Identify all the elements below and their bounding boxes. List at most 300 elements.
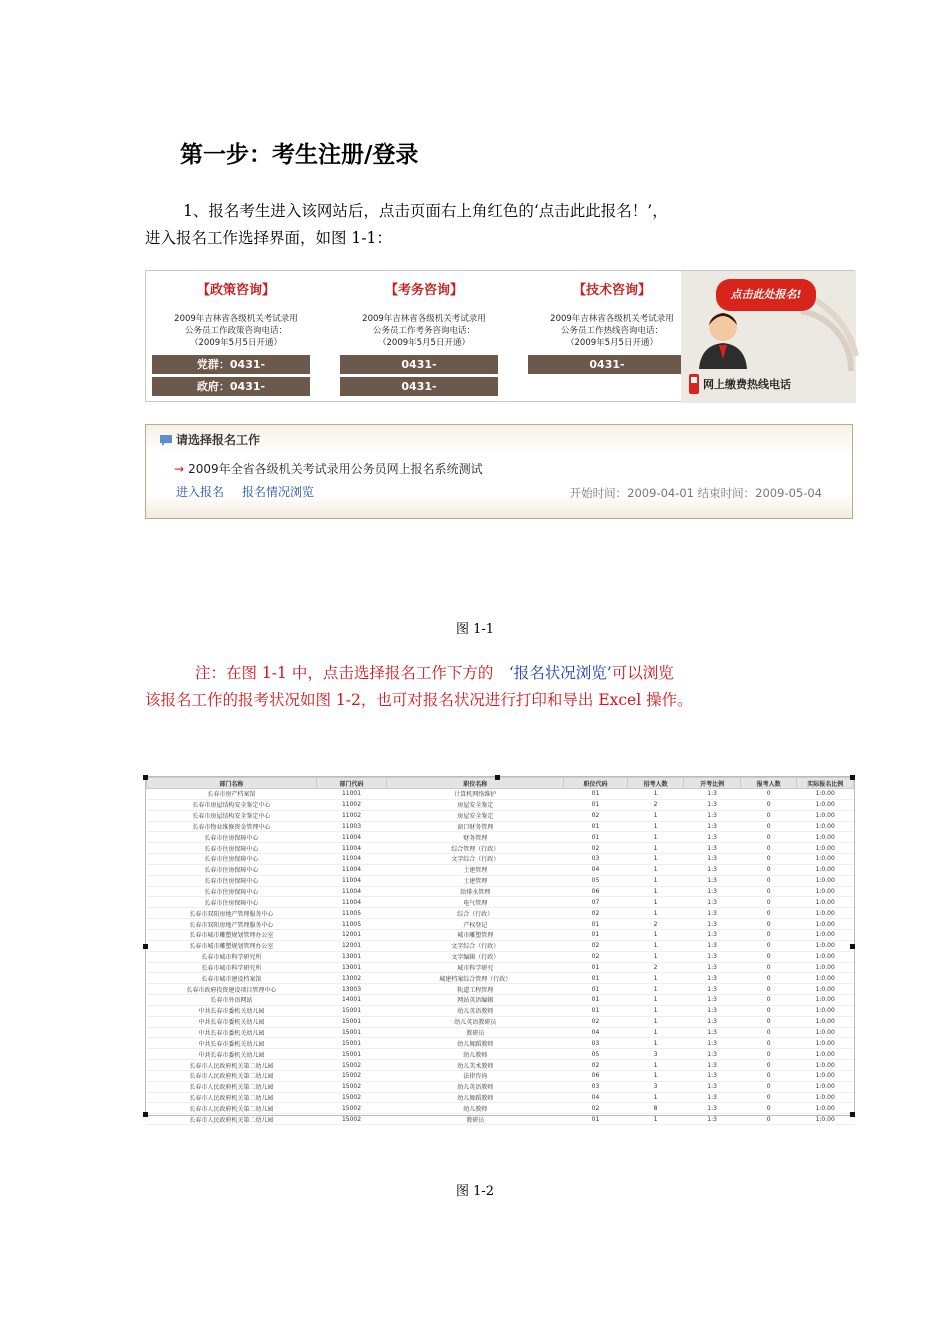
table-cell: 文字编辑（行政） (387, 951, 564, 962)
column-header: 报考人数 (740, 778, 797, 789)
table-cell: 幼儿美术教师 (387, 1060, 564, 1071)
table-row (147, 789, 854, 800)
table-cell: 3 (627, 1049, 684, 1060)
table-cell: 1:0.00 (797, 864, 854, 875)
table-cell: 15002 (316, 1081, 387, 1092)
table-header-row (147, 778, 854, 789)
exam-consult-desc (334, 313, 514, 349)
table-row (147, 1027, 854, 1038)
table-cell: 房屋安全鉴定 (387, 810, 564, 821)
table-row (147, 832, 854, 843)
note-text: 注：在图 1-1 中，点击选择报名工作下方的 (195, 664, 509, 682)
table-cell: 中共长春市委机关幼儿园 (147, 1005, 317, 1016)
table-cell: 长春市双阳房地产管理服务中心 (147, 919, 317, 930)
table-cell: 城市雕塑管理 (387, 929, 564, 940)
table-row (147, 995, 854, 1006)
figure-caption-2: 图 1-2 (456, 1184, 495, 1199)
table-cell: 0 (740, 843, 797, 854)
table-cell: 01 (564, 995, 628, 1006)
table-row (147, 984, 854, 995)
table-cell: 1 (627, 1092, 684, 1103)
table-cell: 1:3 (684, 1060, 741, 1071)
table-cell: 1:3 (684, 919, 741, 930)
table-cell: 1:0.00 (797, 886, 854, 897)
table-cell: 1:3 (684, 843, 741, 854)
table-cell: 0 (740, 1070, 797, 1081)
resize-handle[interactable] (850, 1112, 855, 1117)
payment-hotline-label: 网上缴费热线电话 (703, 378, 791, 391)
table-cell: 法律咨询 (387, 1070, 564, 1081)
instruction-line-1: 1、报名考生进入该网站后，点击页面右上角红色的‘点击此此报名！’， (183, 202, 668, 220)
tech-phone-bar: 0431- (528, 355, 686, 374)
table-cell: 1:3 (684, 832, 741, 843)
table-cell: 长春市住房保障中心 (147, 897, 317, 908)
table-cell: 15001 (316, 1016, 387, 1027)
register-here-button[interactable]: 点击此处报名! (716, 279, 816, 311)
table-cell: 城市科学研究 (387, 962, 564, 973)
table-cell: 1:3 (684, 1092, 741, 1103)
table-row (147, 1114, 854, 1125)
table-cell: 03 (564, 854, 628, 865)
table-row (147, 810, 854, 821)
table-cell: 长春市住房保障中心 (147, 843, 317, 854)
desc-line: 2009年吉林省各级机关考试录用 (362, 314, 486, 324)
browse-status-reference: ‘报名状况浏览’ (508, 664, 612, 682)
table-cell: 窗口财务管理 (387, 821, 564, 832)
speech-bubble-icon (158, 433, 174, 447)
table-cell: 0 (740, 929, 797, 940)
table-cell: 1:3 (684, 973, 741, 984)
table-cell: 1:0.00 (797, 995, 854, 1006)
table-cell: 15002 (316, 1114, 387, 1125)
table-cell: 1 (627, 951, 684, 962)
table-cell: 综合管理（行政） (387, 843, 564, 854)
table-cell: 财务管理 (387, 832, 564, 843)
table-cell: 1:0.00 (797, 951, 854, 962)
table-cell: 1:0.00 (797, 789, 854, 800)
table-cell: 06 (564, 1070, 628, 1081)
tech-consult-desc (522, 313, 702, 349)
table-cell: 1:0.00 (797, 1027, 854, 1038)
table-cell: 长春市政府投资建设项目管理中心 (147, 984, 317, 995)
table-cell: 长春市住房保障中心 (147, 854, 317, 865)
table-cell: 给排水管理 (387, 886, 564, 897)
table-cell: 长春市房屋结构安全鉴定中心 (147, 810, 317, 821)
table-cell: 中共长春市委机关幼儿园 (147, 1016, 317, 1027)
table-cell: 15002 (316, 1103, 387, 1114)
table-cell: 01 (564, 789, 628, 800)
table-row (147, 908, 854, 919)
table-row (147, 854, 854, 865)
table-cell: 长春市人民政府机关第二幼儿园 (147, 1092, 317, 1103)
table-cell: 0 (740, 1081, 797, 1092)
table-cell: 12001 (316, 940, 387, 951)
table-row (147, 799, 854, 810)
table-row (147, 1103, 854, 1114)
table-cell: 2 (627, 919, 684, 930)
table-cell: 11004 (316, 897, 387, 908)
table-cell: 1:0.00 (797, 929, 854, 940)
table-cell: 1:3 (684, 929, 741, 940)
table-cell: 01 (564, 929, 628, 940)
note-text-2: 可以浏览 (611, 664, 674, 682)
table-cell: 2 (627, 799, 684, 810)
table-cell: 0 (740, 984, 797, 995)
table-cell: 1:3 (684, 854, 741, 865)
table-row (147, 886, 854, 897)
operator-avatar-icon (693, 307, 753, 369)
table-row (147, 1005, 854, 1016)
table-cell: 1:0.00 (797, 854, 854, 865)
table-cell: 11004 (316, 864, 387, 875)
table-cell: 02 (564, 1016, 628, 1027)
table-cell: 中共长春市委机关幼儿园 (147, 1038, 317, 1049)
table-cell: 1:3 (684, 1027, 741, 1038)
table-cell: 11004 (316, 832, 387, 843)
table-cell: 03 (564, 1038, 628, 1049)
table-cell: 1:0.00 (797, 962, 854, 973)
table-cell: 1:0.00 (797, 875, 854, 886)
table-cell: 0 (740, 1092, 797, 1103)
table-cell: 07 (564, 897, 628, 908)
table-cell: 1 (627, 929, 684, 940)
table-cell: 幼儿舞蹈教师 (387, 1092, 564, 1103)
job-item-label: 2009年全省各级机关考试录用公务员网上报名系统测试 (188, 462, 483, 476)
exam-phone-bar-1: 0431- (340, 355, 498, 374)
table-cell: 1:3 (684, 897, 741, 908)
table-cell: 长春市城市科学研究所 (147, 951, 317, 962)
table-cell: 01 (564, 832, 628, 843)
table-row (147, 962, 854, 973)
table-cell: 06 (564, 886, 628, 897)
table-cell: 1:0.00 (797, 1092, 854, 1103)
table-cell: 0 (740, 951, 797, 962)
mobile-phone-icon (687, 373, 701, 395)
table-cell: 长春市房产档案馆 (147, 789, 317, 800)
policy-consult-title: 【政策咨询】 (196, 283, 275, 298)
resize-handle[interactable] (850, 944, 855, 949)
table-cell: 1 (627, 984, 684, 995)
browse-registration-link[interactable]: 报名情况浏览 (242, 485, 315, 499)
table-cell: 1 (627, 1114, 684, 1125)
table-cell: 幼儿教师 (387, 1103, 564, 1114)
table-cell: 1 (627, 810, 684, 821)
table-cell: 长春市人民政府机关第二幼儿园 (147, 1081, 317, 1092)
job-item[interactable] (174, 460, 483, 477)
party-phone-bar: 党群：0431- (152, 355, 310, 374)
table-cell: 1 (627, 1060, 684, 1071)
table-cell: 幼儿英语教师 (387, 1005, 564, 1016)
table-row (147, 1016, 854, 1027)
table-cell: 0 (740, 854, 797, 865)
table-cell: 0 (740, 962, 797, 973)
table-cell: 11001 (316, 789, 387, 800)
table-cell: 0 (740, 821, 797, 832)
note-paragraph (145, 660, 845, 714)
table-cell: 1 (627, 940, 684, 951)
table-cell: 网站英语编辑 (387, 995, 564, 1006)
desc-line: 公务员工作热线咨询电话： (560, 326, 663, 336)
table-row (147, 929, 854, 940)
table-cell: 0 (740, 1038, 797, 1049)
table-cell: 11005 (316, 919, 387, 930)
table-cell: 0 (740, 919, 797, 930)
table-cell: 02 (564, 951, 628, 962)
table-cell: 0 (740, 875, 797, 886)
section-heading: 第一步：考生注册/登录 (180, 142, 419, 168)
table-cell: 长春市房屋结构安全鉴定中心 (147, 799, 317, 810)
table-row (147, 843, 854, 854)
column-header: 部门名称 (147, 778, 317, 789)
table-cell: 1 (627, 1005, 684, 1016)
figure-caption-1: 图 1-1 (456, 622, 495, 637)
table-cell: 文字综合（行政） (387, 940, 564, 951)
table-cell: 1:3 (684, 821, 741, 832)
table-cell: 15001 (316, 1005, 387, 1016)
table-cell: 15002 (316, 1070, 387, 1081)
table-row (147, 1070, 854, 1081)
table-cell: 1:3 (684, 789, 741, 800)
table-cell: 01 (564, 799, 628, 810)
table-cell: 05 (564, 1049, 628, 1060)
table-cell: 03 (564, 1081, 628, 1092)
table-cell: 1:3 (684, 886, 741, 897)
table-cell: 长春市住房保障中心 (147, 886, 317, 897)
table-cell: 13001 (316, 962, 387, 973)
table-cell: 城建档案综合管理（行政） (387, 973, 564, 984)
table-cell: 1 (627, 1016, 684, 1027)
table-cell: 0 (740, 789, 797, 800)
table-cell: 电气管理 (387, 897, 564, 908)
table-cell: 长春市双阳房地产管理服务中心 (147, 908, 317, 919)
desc-line: （2009年5月5日开通） (566, 338, 658, 348)
table-cell: 0 (740, 1016, 797, 1027)
exam-consult-column (334, 271, 514, 403)
table-cell: 长春市住房保障中心 (147, 875, 317, 886)
table-cell: 12001 (316, 929, 387, 940)
table-cell: 1:3 (684, 940, 741, 951)
table-cell: 长春市城市科学研究所 (147, 962, 317, 973)
table-cell: 1:0.00 (797, 919, 854, 930)
tech-consult-column (522, 271, 702, 403)
table-cell: 1:3 (684, 1016, 741, 1027)
table-cell: 1:3 (684, 875, 741, 886)
table-cell: 1 (627, 897, 684, 908)
table-cell: 1:0.00 (797, 1114, 854, 1125)
table-body (147, 789, 854, 1125)
table-row (147, 864, 854, 875)
table-cell: 11005 (316, 908, 387, 919)
table-cell: 幼儿教师 (387, 1049, 564, 1060)
table-cell: 长春市物业维修资金管理中心 (147, 821, 317, 832)
table-cell: 1:0.00 (797, 1070, 854, 1081)
table-cell: 1:0.00 (797, 821, 854, 832)
table-cell: 计算机网络维护 (387, 789, 564, 800)
table-cell: 1:3 (684, 1114, 741, 1125)
resize-handle[interactable] (850, 775, 855, 780)
table-cell: 长春市人民政府机关第二幼儿园 (147, 1103, 317, 1114)
note-line-1 (145, 660, 845, 687)
table-cell: 1:0.00 (797, 984, 854, 995)
desc-line: （2009年5月5日开通） (378, 338, 470, 348)
table-cell: 1:0.00 (797, 973, 854, 984)
table-cell: 02 (564, 1060, 628, 1071)
resize-handle[interactable] (495, 775, 500, 780)
table-cell: 1:0.00 (797, 799, 854, 810)
table-row (147, 875, 854, 886)
table-cell: 1:3 (684, 799, 741, 810)
table-row (147, 951, 854, 962)
table-cell: 1 (627, 995, 684, 1006)
table-cell: 0 (740, 864, 797, 875)
table-cell: 1:3 (684, 984, 741, 995)
table-cell: 1:3 (684, 864, 741, 875)
table-cell: 13001 (316, 951, 387, 962)
table-cell: 教研员 (387, 1114, 564, 1125)
table-cell: 02 (564, 843, 628, 854)
table-cell: 02 (564, 908, 628, 919)
table-cell: 1:3 (684, 908, 741, 919)
table-cell: 04 (564, 1092, 628, 1103)
table-cell: 13002 (316, 973, 387, 984)
table-cell: 11003 (316, 821, 387, 832)
table-cell: 1 (627, 821, 684, 832)
table-cell: 1:3 (684, 951, 741, 962)
column-header: 职位代码 (564, 778, 628, 789)
table-cell: 中共长春市委机关幼儿园 (147, 1049, 317, 1060)
table-cell: 长春市住房保障中心 (147, 832, 317, 843)
table-cell: 幼儿英语教研员 (387, 1016, 564, 1027)
table-cell: 1:0.00 (797, 843, 854, 854)
table-cell: 15001 (316, 1027, 387, 1038)
table-cell: 0 (740, 832, 797, 843)
table-cell: 教研员 (387, 1027, 564, 1038)
policy-consult-column (146, 271, 326, 403)
table-row (147, 973, 854, 984)
table-cell: 0 (740, 1049, 797, 1060)
table-cell: 1 (627, 1038, 684, 1049)
register-promo (681, 271, 856, 403)
table-cell: 11002 (316, 799, 387, 810)
table-cell: 1 (627, 1027, 684, 1038)
desc-line: 公务员工作政策咨询电话： (184, 326, 287, 336)
table-cell: 3 (627, 1081, 684, 1092)
table-cell: 02 (564, 940, 628, 951)
table-cell: 15001 (316, 1049, 387, 1060)
registration-status-table-figure (145, 776, 855, 1124)
consult-banner (145, 270, 855, 402)
table-cell: 文字综合（行政） (387, 854, 564, 865)
note-line-2: 该报名工作的报考状况如图 1-2，也可对报名状况进行打印和导出 Excel 操作。 (145, 691, 693, 709)
table-cell: 房屋安全鉴定 (387, 799, 564, 810)
table-cell: 1:3 (684, 1049, 741, 1060)
table-cell: 1:3 (684, 810, 741, 821)
job-time-range: 开始时间：2009-04-01 结束时间：2009-05-04 (569, 486, 822, 500)
table-cell: 15001 (316, 1038, 387, 1049)
table-cell: 1:3 (684, 995, 741, 1006)
table-cell: 04 (564, 1027, 628, 1038)
table-cell: 1 (627, 854, 684, 865)
table-cell: 1:0.00 (797, 1060, 854, 1071)
table-cell: 1:0.00 (797, 1049, 854, 1060)
desc-line: 2009年吉林省各级机关考试录用 (550, 314, 674, 324)
policy-consult-desc (146, 313, 326, 349)
table-cell: 11004 (316, 854, 387, 865)
resize-handle[interactable] (143, 1112, 148, 1117)
table-cell: 1:3 (684, 1005, 741, 1016)
table-cell: 1 (627, 1070, 684, 1081)
enter-registration-link[interactable]: 进入报名 (176, 485, 225, 499)
table-cell: 1:0.00 (797, 1081, 854, 1092)
table-cell: 1 (627, 789, 684, 800)
table-cell: 1:0.00 (797, 1005, 854, 1016)
table-cell: 长春市外语网站 (147, 995, 317, 1006)
table-cell: 1:0.00 (797, 897, 854, 908)
table-cell: 长春市城市雕塑规划管理办公室 (147, 929, 317, 940)
table-cell: 0 (740, 810, 797, 821)
column-header: 部门代码 (316, 778, 387, 789)
table-cell: 0 (740, 799, 797, 810)
table-cell: 幼儿舞蹈教师 (387, 1038, 564, 1049)
table-cell: 15002 (316, 1060, 387, 1071)
table-cell: 1:0.00 (797, 1038, 854, 1049)
table-cell: 8 (627, 1103, 684, 1114)
table-cell: 01 (564, 1114, 628, 1125)
table-row (147, 1081, 854, 1092)
table-cell: 05 (564, 875, 628, 886)
job-panel-title: 请选择报名工作 (176, 433, 261, 447)
table-cell: 0 (740, 1114, 797, 1125)
table-cell: 土建管理 (387, 875, 564, 886)
desc-line: （2009年5月5日开通） (190, 338, 282, 348)
table-cell: 长春市人民政府机关第二幼儿园 (147, 1070, 317, 1081)
table-cell: 0 (740, 1027, 797, 1038)
table-row (147, 821, 854, 832)
table-cell: 15002 (316, 1092, 387, 1103)
table-cell: 02 (564, 1103, 628, 1114)
table-cell: 11004 (316, 875, 387, 886)
table-row (147, 919, 854, 930)
column-header: 开考比例 (684, 778, 741, 789)
table-cell: 01 (564, 919, 628, 930)
exam-consult-title: 【考务咨询】 (384, 283, 463, 298)
table-cell: 04 (564, 864, 628, 875)
table-cell: 土建管理 (387, 864, 564, 875)
table-cell: 1:0.00 (797, 1103, 854, 1114)
table-cell: 1:3 (684, 1038, 741, 1049)
table-row (147, 1092, 854, 1103)
table-cell: 长春市人民政府机关第二幼儿园 (147, 1060, 317, 1071)
table-cell: 0 (740, 897, 797, 908)
arrow-right-icon: → (174, 462, 185, 476)
table-cell: 长春市住房保障中心 (147, 864, 317, 875)
column-header: 职位名称 (387, 778, 564, 789)
table-cell: 0 (740, 973, 797, 984)
column-header: 实际报名比例 (797, 778, 854, 789)
table-cell: 0 (740, 995, 797, 1006)
resize-handle[interactable] (143, 775, 148, 780)
resize-handle[interactable] (143, 944, 148, 949)
table-row (147, 897, 854, 908)
table-cell: 14001 (316, 995, 387, 1006)
table-cell: 1:3 (684, 1081, 741, 1092)
table-cell: 长春市城市建设档案馆 (147, 973, 317, 984)
table-cell: 11002 (316, 810, 387, 821)
table-cell: 中共长春市委机关幼儿园 (147, 1027, 317, 1038)
table-cell: 1 (627, 875, 684, 886)
table-cell: 1 (627, 843, 684, 854)
table-cell: 1:0.00 (797, 908, 854, 919)
